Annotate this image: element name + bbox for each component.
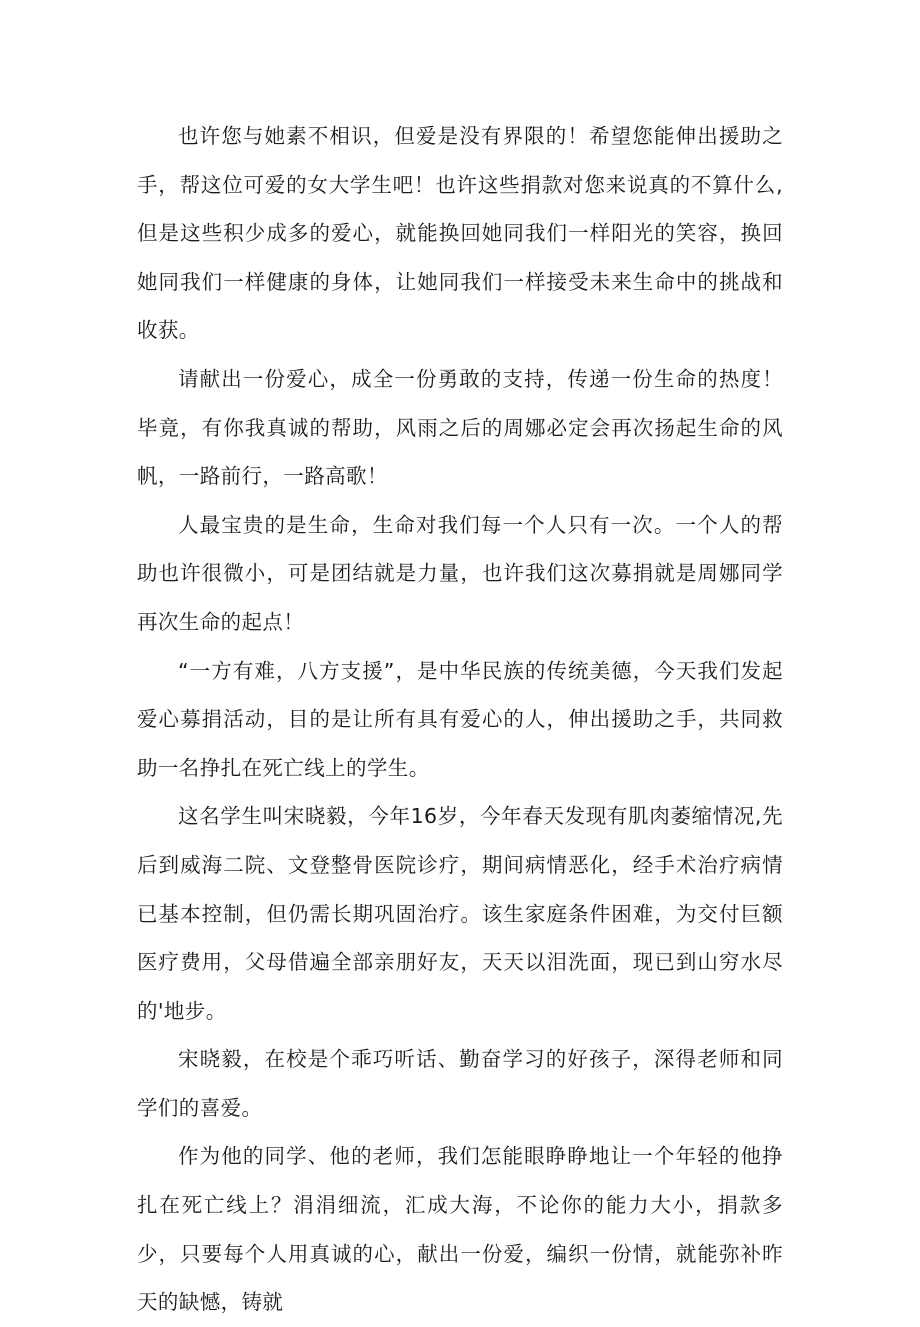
paragraph-3: 人最宝贵的是生命，生命对我们每一个人只有一次。一个人的帮助也许很微小，可是团结就是力量，也许我们这次募捐就是周娜同学再次生命的起点！ [137,512,783,634]
paragraph-6: 宋晓毅，在校是个乖巧听话、勤奋学习的好孩子，深得老师和同学们的喜爱。 [137,1047,783,1120]
paragraph-1: 也许您与她素不相识，但爱是没有界限的！希望您能伸出援助之手，帮这位可爱的女大学生吧！也许这些捐款对您来说真的不算什么,但是这些积少成多的爱心，就能换回她同我们一样阳光的笑容，换回她同我们一样健康的身体，让她同我们一样接受未来生命中的挑战和收获。 [137,124,783,343]
paragraph-2: 请献出一份爱心，成全一份勇敢的支持，传递一份生命的热度！毕竟，有你我真诚的帮助，风雨之后的周娜必定会再次扬起生命的风帆，一路前行，一路高歌！ [137,366,783,489]
document-body [137,112,783,1327]
paragraph-7: 作为他的同学、他的老师，我们怎能眼睁睁地让一个年轻的他挣扎在死亡线上？涓涓细流，汇成大海，不论你的能力大小，捐款多少，只要每个人用真诚的心，献出一份爱，编织一份情，就能弥补昨天的缺憾，铸就 [137,1144,783,1315]
paragraph-4: “一方有难，八方支援”，是中华民族的传统美德，今天我们发起爱心募捐活动，目的是让所有具有爱心的人，伸出援助之手，共同救助一名挣扎在死亡线上的学生。 [137,658,783,780]
paragraph-5: 这名学生叫宋晓毅，今年16岁，今年春天发现有肌肉萎缩情况,先后到威海二院、文登整骨医院诊疗，期间病情恶化，经手术治疗病情已基本控制，但仍需长期巩固治疗。该生家庭条件困难，为交付巨额医疗费用，父母借遍全部亲朋好友，天天以泪洗面，现已到山穷水尽的'地步。 [137,804,783,1023]
